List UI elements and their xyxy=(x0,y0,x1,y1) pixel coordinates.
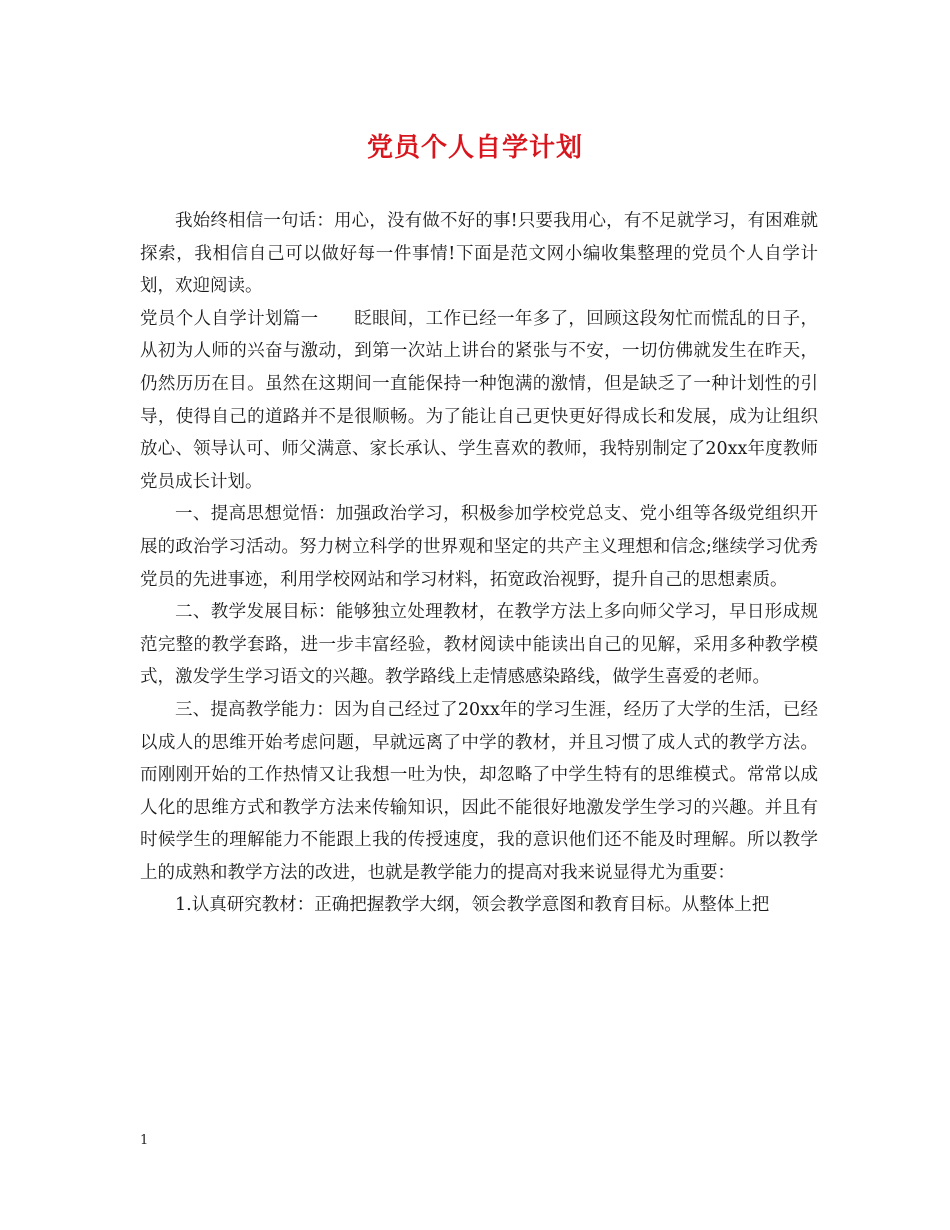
document-title: 党员个人自学计划 xyxy=(366,133,583,163)
page-number: 1 xyxy=(140,1133,149,1148)
document-body xyxy=(140,205,818,922)
paragraph-thought-awareness: 一、提高思想觉悟：加强政治学习，积极参加学校党总支、党小组等各级党组织开展的政治学习活动。努力树立科学的世界观和坚定的共产主义理想和信念;继续学习优秀党员的先进事迹，利用学校网站和学习材料，拓宽政治视野，提升自己的思想素质。 xyxy=(140,504,818,590)
paragraph-teaching-ability: 三、提高教学能力：因为自己经过了20xx年的学习生涯，经历了大学的生活，已经以成人的思维开始考虑问题，早就远离了中学的教材，并且习惯了成人式的教学方法。而刚刚开始的工作热情又让我想一吐为快，却忽略了中学生特有的思维模式。常常以成人化的思维方式和教学方法来传输知识，因此不能很好地激发学生学习的兴趣。并且有时候学生的理解能力不能跟上我的传授速度，我的意识他们还不能及时理解。所以教学上的成熟和教学方法的改进，也就是教学能力的提高对我来说显得尤为重要： xyxy=(140,699,818,883)
paragraph-section-one-heading: 党员个人自学计划篇一 眨眼间，工作已经一年多了，回顾这段匆忙而慌乱的日子，从初为人师的兴奋与激动，到第一次站上讲台的紧张与不安，一切仿佛就发生在昨天，仍然历历在目。虽然在这期间一直能保持一种饱满的激情，但是缺乏了一种计划性的引导，使得自己的道路并不是很顺畅。为了能让自己更快更好得成长和发展，成为让组织放心、领导认可、师父满意、家长承认、学生喜欢的教师，我特别制定了20xx年度教师党员成长计划。 xyxy=(140,308,818,492)
paragraph-teaching-goals: 二、教学发展目标：能够独立处理教材，在教学方法上多向师父学习，早日形成规范完整的教学套路，进一步丰富经验，教材阅读中能读出自己的见解，采用多种教学模式，激发学生学习语文的兴趣。教学路线上走情感感染路线，做学生喜爱的老师。 xyxy=(140,602,818,688)
paragraph-study-materials: 1.认真研究教材：正确把握教学大纲，领会教学意图和教育目标。从整体上把 xyxy=(175,895,770,916)
paragraph-intro: 我始终相信一句话：用心，没有做不好的事!只要我用心，有不足就学习，有困难就探索，我相信自己可以做好每一件事情!下面是范文网小编收集整理的党员个人自学计划，欢迎阅读。 xyxy=(140,211,818,297)
